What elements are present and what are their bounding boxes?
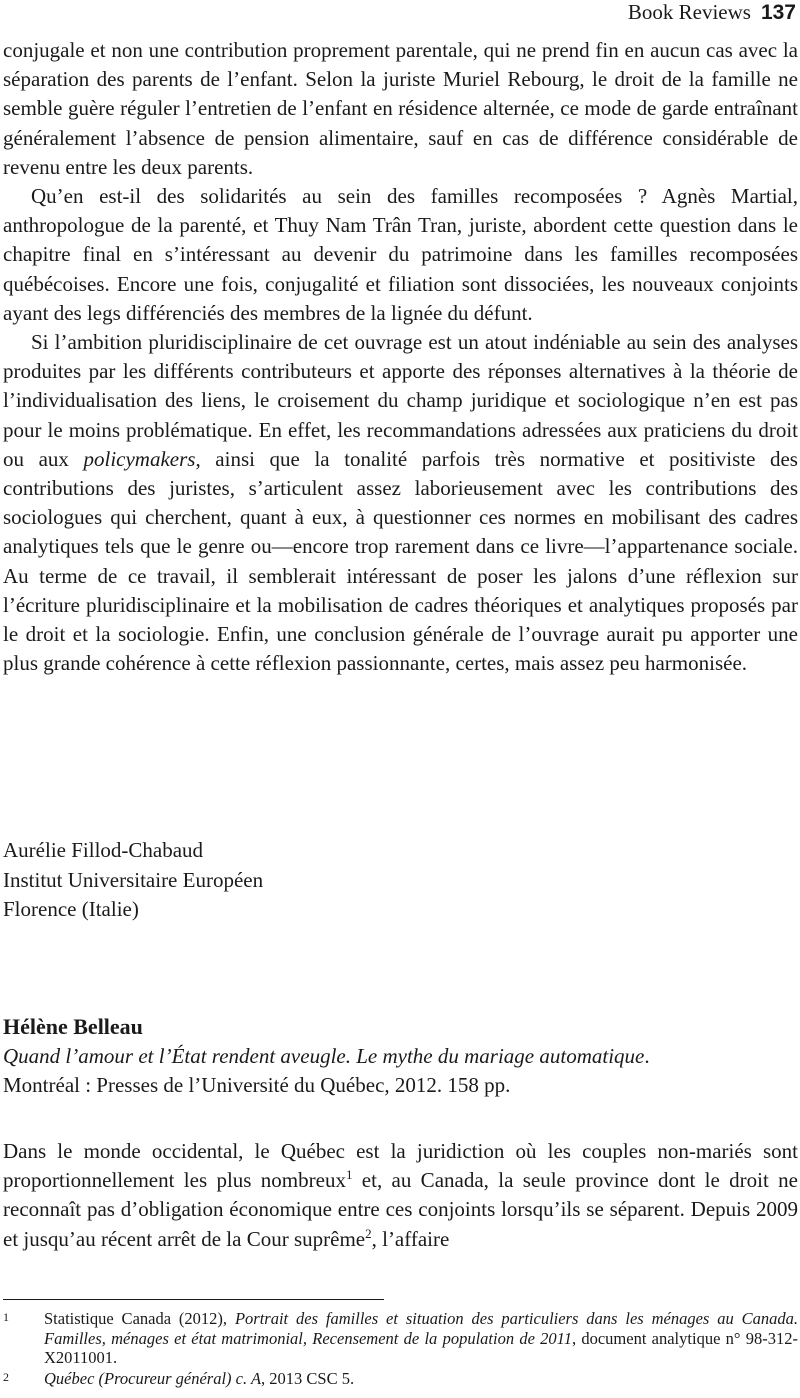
reviewer-name: Aurélie Fillod-Chabaud [3,838,204,862]
reviewer-institution: Institut Universitaire Européen [3,867,264,892]
paragraph-text: Qu’en est-il des solidarités au sein des familles recomposées ? Agnès Martial, anthropologue de la parenté, et Thuy Nam Trân Tran, juriste, abordent cette question dans le chapitre final en s’intéressant au devenir du patrimoine dans les familles recomposées québécoises. Encore une fois, conjugalité et filiation sont dissociées, les nouveaux conjoints ayant des legs différenciés des membres de la lignée du défunt. [3,184,798,325]
paragraph [3,1137,798,1254]
reviewer-location: Florence (Italie) [3,897,139,921]
footnote-ref[interactable]: 1 [345,1167,353,1183]
footnote [3,1309,798,1368]
reviewer-signature [3,836,263,925]
footnote-number: 2 [3,1369,9,1384]
review-header [3,1012,798,1101]
footnote-ref[interactable]: 2 [365,1225,372,1241]
emphasis-text: policymakers [83,446,196,471]
footnotes [3,1309,798,1389]
footnote-text: , 2013 CSC 5. [261,1368,355,1388]
running-head [628,0,796,25]
running-head-title: Book Reviews [627,0,751,24]
footnote [3,1369,798,1389]
paragraph-text: Dans le monde occidental, le Québec est la juridiction où les couples non-mariés sont proportionnellement les plus nombreux [3,1139,798,1193]
paragraph [3,328,798,678]
book-title-end: . [644,1043,650,1068]
paragraph-text: Si l’ambition pluridisciplinaire de cet ouvrage est un atout indéniable au sein des analyses produites par les différents contributeurs et apporte des réponses alternatives à la théorie de l’individualisation des liens, le croisement du champ juridique et sociologique n’en est pas pour le moins problématique. En effet, les recommandations adressées aux praticiens du droit ou aux [3,330,798,471]
paragraph-text: , l’affaire [371,1226,450,1251]
review-continuation [3,36,798,678]
review-body [3,1137,798,1254]
footnote-divider [3,1299,384,1300]
book-title: Quand l’amour et l’État rendent aveugle. Le mythe du mariage automatique [3,1043,645,1068]
book-author: Hélène Belleau [3,1014,143,1039]
footnote-italic: Portrait des familles et situation des particuliers dans les ménages au Canada. Familles, ménages et état matrimonial, Recensement de la population de 2011 [44,1309,798,1348]
paragraph [3,182,798,328]
paragraph-text: et, au Canada, la seule province dont le droit ne reconnaît pas d’obligation économique entre ces conjoints lorsqu’ils se séparent. Depuis 2009 et jusqu’au récent arrêt de la Cour suprême [3,1168,798,1251]
footnote-text: , document analytique n° 98-312-X2011001. [44,1328,798,1367]
paragraph [3,36,798,182]
page-number: 137 [760,1,796,24]
footnote-number: 1 [3,1310,9,1324]
footnote-italic: Québec (Procureur général) c. A [44,1368,262,1388]
footnote-text: Statistique Canada (2012), [44,1309,235,1328]
book-publisher: Montréal : Presses de l’Université du Québec, 2012. 158 pp. [3,1073,511,1097]
paragraph-text: conjugale et non une contribution proprement parentale, qui ne prend fin en aucun cas avec la séparation des parents de l’enfant. Selon la juriste Muriel Rebourg, le droit de la famille ne semble guère réguler l’entretien de l’enfant en résidence alternée, ce mode de garde entraînant généralement l’absence de pension alimentaire, sauf en cas de différence considérable de revenu entre les deux parents. [3,38,798,179]
book-title-line [3,1042,798,1072]
paragraph-text: , ainsi que la tonalité parfois très normative et positiviste des contributions des juristes, s’articulent assez laborieusement avec les contributions des sociologues qui cherchent, quant à eux, à questionner ces normes en mobilisant des cadres analytiques tels que le genre ou—encore trop rarement dans ce livre—l’appartenance sociale. Au terme de ce travail, il semblerait intéressant de poser les jalons d’une réflexion sur l’écriture pluridisciplinaire et la mobilisation de cadres théoriques et analytiques proposés par le droit et la sociologie. Enfin, une conclusion générale de l’ouvrage aurait pu apporter une plus grande cohérence à cette réflexion passionnante, certes, mais assez peu harmonisée. [3,446,798,676]
